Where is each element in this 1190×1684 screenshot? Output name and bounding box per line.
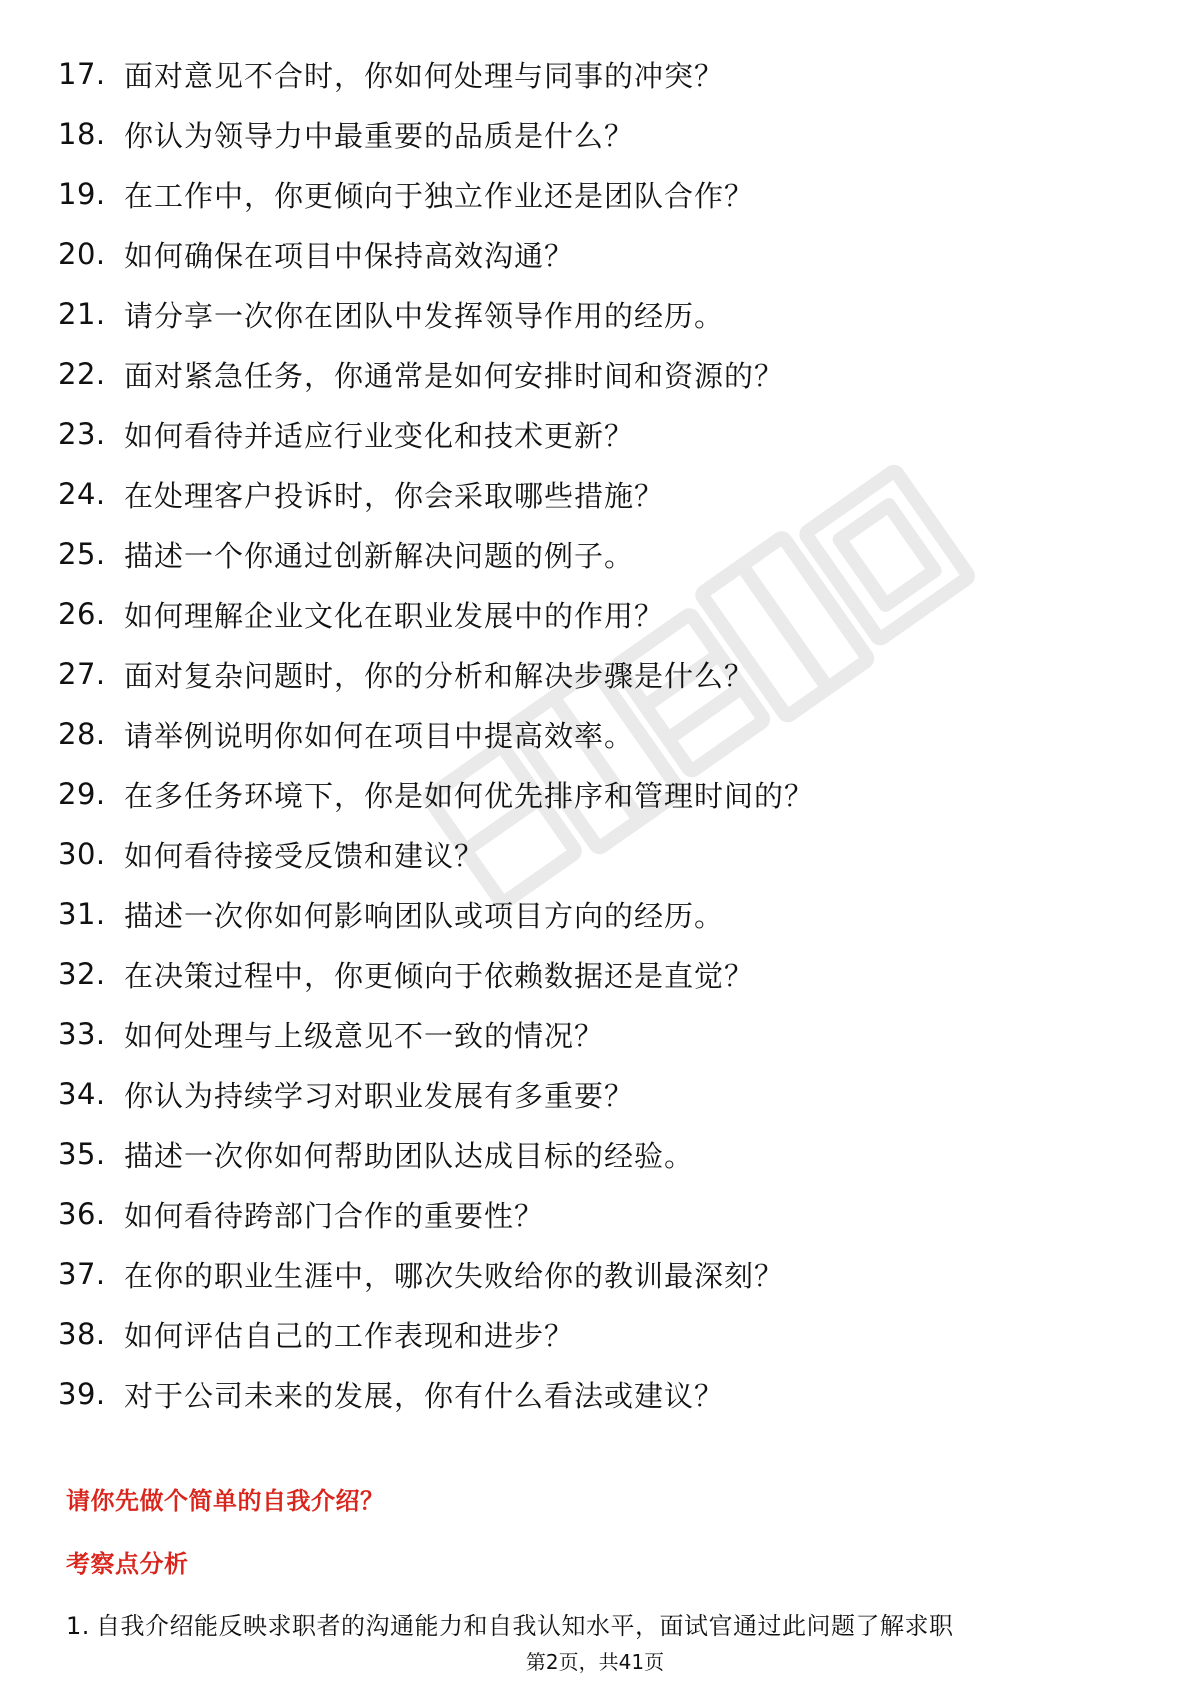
question-item (58, 224, 1138, 284)
question-item (58, 1064, 1138, 1124)
question-item (58, 44, 1138, 104)
question-item (58, 1124, 1138, 1184)
question-text: 描述一个你通过创新解决问题的例子。 (124, 538, 635, 573)
question-number: 34. (58, 1077, 106, 1111)
question-number: 18. (58, 117, 106, 151)
question-number: 39. (58, 1377, 106, 1411)
question-item (58, 464, 1138, 524)
page-footer: 第2页，共41页 (525, 1650, 665, 1674)
question-number: 33. (58, 1017, 106, 1051)
question-text: 在处理客户投诉时，你会采取哪些措施？ (124, 478, 665, 513)
question-item (58, 524, 1138, 584)
question-text: 你认为领导力中最重要的品质是什么？ (124, 118, 635, 153)
question-text: 在多任务环境下，你是如何优先排序和管理时间的？ (124, 778, 815, 813)
question-item (58, 284, 1138, 344)
question-item (58, 1004, 1138, 1064)
question-number: 22. (58, 357, 106, 391)
question-text: 如何处理与上级意见不一致的情况？ (124, 1018, 605, 1053)
question-number: 38. (58, 1317, 106, 1351)
question-item (58, 1364, 1138, 1424)
question-text: 如何看待跨部门合作的重要性？ (124, 1198, 545, 1233)
question-text: 如何看待并适应行业变化和技术更新？ (124, 418, 635, 453)
question-text: 描述一次你如何影响团队或项目方向的经历。 (124, 898, 725, 933)
question-number: 26. (58, 597, 106, 631)
question-item (58, 884, 1138, 944)
question-item (58, 344, 1138, 404)
question-text: 如何确保在项目中保持高效沟通？ (124, 238, 575, 273)
question-text: 请分享一次你在团队中发挥领导作用的经历。 (124, 298, 725, 333)
question-item (58, 1304, 1138, 1364)
question-text: 在你的职业生涯中，哪次失败给你的教训最深刻？ (124, 1258, 785, 1293)
question-number: 35. (58, 1137, 106, 1171)
question-number: 31. (58, 897, 106, 931)
question-item (58, 944, 1138, 1004)
question-item (58, 824, 1138, 884)
question-text: 面对复杂问题时，你的分析和解决步骤是什么？ (124, 658, 755, 693)
intro-question-heading: 请你先做个简单的自我介绍？ (66, 1487, 385, 1515)
question-text: 对于公司未来的发展，你有什么看法或建议？ (124, 1378, 725, 1413)
question-item (58, 104, 1138, 164)
question-number: 24. (58, 477, 106, 511)
question-text: 在决策过程中，你更倾向于依赖数据还是直觉？ (124, 958, 755, 993)
question-text: 在工作中，你更倾向于独立作业还是团队合作？ (124, 178, 755, 213)
question-item (58, 644, 1138, 704)
question-text: 如何评估自己的工作表现和进步？ (124, 1318, 575, 1353)
question-number: 37. (58, 1257, 106, 1291)
analysis-item (66, 1606, 954, 1641)
question-number: 32. (58, 957, 106, 991)
question-item (58, 404, 1138, 464)
question-number: 19. (58, 177, 106, 211)
question-number: 20. (58, 237, 106, 271)
question-number: 25. (58, 537, 106, 571)
question-number: 29. (58, 777, 106, 811)
question-item (58, 164, 1138, 224)
question-item (58, 584, 1138, 644)
question-text: 描述一次你如何帮助团队达成目标的经验。 (124, 1138, 695, 1173)
analysis-item-text: 自我介绍能反映求职者的沟通能力和自我认知水平，面试官通过此问题了解求职 (96, 1612, 954, 1640)
question-item (58, 1244, 1138, 1304)
question-text: 如何理解企业文化在职业发展中的作用？ (124, 598, 665, 633)
question-number: 30. (58, 837, 106, 871)
question-text: 面对紧急任务，你通常是如何安排时间和资源的？ (124, 358, 785, 393)
question-text: 面对意见不合时，你如何处理与同事的冲突？ (124, 58, 725, 93)
question-number: 28. (58, 717, 106, 751)
question-text: 请举例说明你如何在项目中提高效率。 (124, 718, 635, 753)
question-number: 21. (58, 297, 106, 331)
question-text: 如何看待接受反馈和建议？ (124, 838, 485, 873)
question-number: 36. (58, 1197, 106, 1231)
question-number: 27. (58, 657, 106, 691)
analysis-item-number: 1. (66, 1612, 90, 1640)
question-item (58, 704, 1138, 764)
question-item (58, 764, 1138, 824)
question-list (58, 44, 1138, 1424)
question-number: 17. (58, 57, 106, 91)
analysis-heading: 考察点分析 (66, 1550, 189, 1578)
question-number: 23. (58, 417, 106, 451)
question-text: 你认为持续学习对职业发展有多重要？ (124, 1078, 635, 1113)
question-item (58, 1184, 1138, 1244)
